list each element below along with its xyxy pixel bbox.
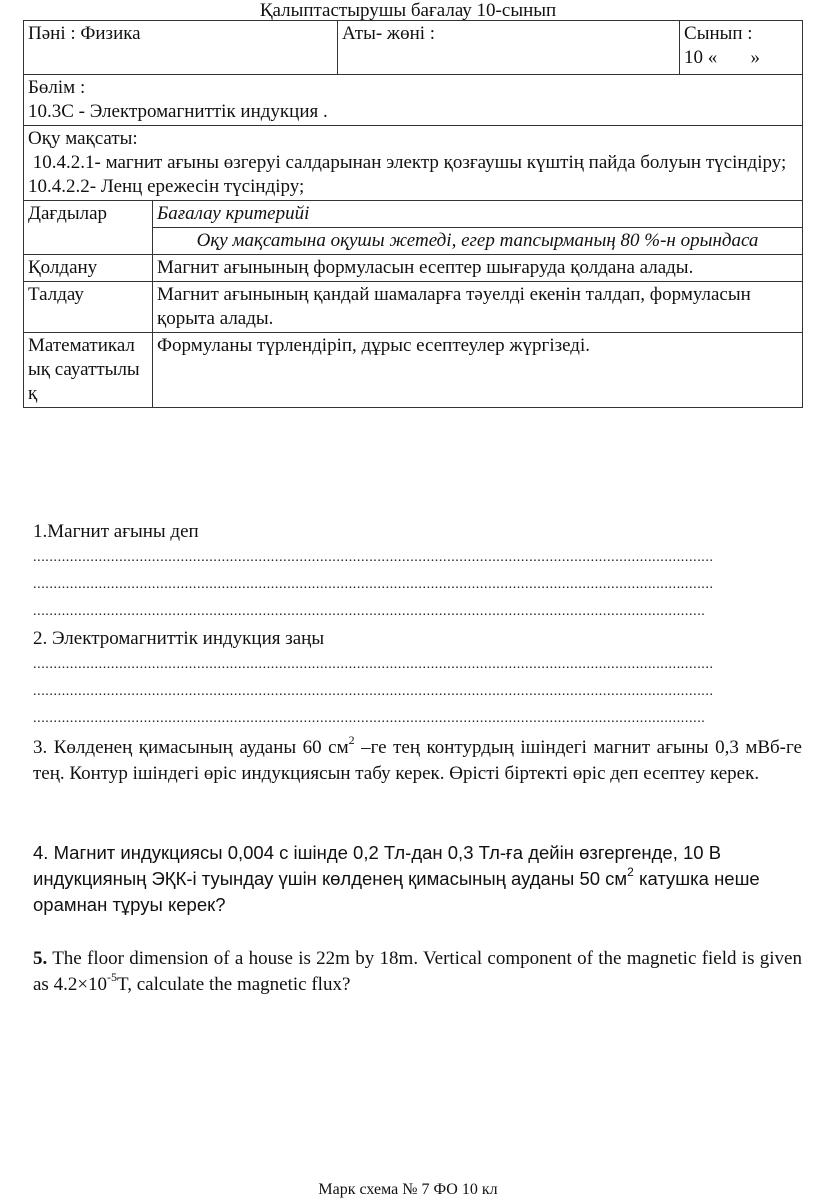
task-5-superscript: -5 — [107, 969, 118, 984]
subject-cell — [24, 21, 338, 75]
objective-item: 10.4.2.2- Ленц ережесін түсіндіру; — [28, 176, 305, 197]
task-5-number: 5. — [33, 948, 48, 969]
class-label: Сынып : — [684, 23, 753, 44]
objectives-cell — [24, 126, 803, 201]
task-3-superscript: 2 — [348, 732, 355, 747]
task-2 — [33, 627, 802, 732]
task-1 — [33, 520, 802, 625]
skills-header-label: Дағдылар — [28, 203, 108, 224]
assessment-table — [23, 20, 803, 408]
objective-item: 10.4.2.1- магнит ағыны өзгеруі салдарынан электр қозғаушы күштің пайда болуын түсіндіру; — [28, 152, 787, 173]
task-3-text: 3. Көлденең қимасының ауданы 60 см — [33, 737, 349, 758]
class-cell — [680, 21, 803, 75]
answer-line[interactable]: ...................................................................................................................................................................... — [33, 577, 714, 592]
skills-header — [24, 201, 153, 255]
task-5-text-rest: T, calculate the magnetic flux? — [117, 974, 351, 995]
task-3-text-rest: –ге тең контурдың ішіндегі магнит ағыны 0,3 мВб-ге тең. Контур ішіндегі өріс индукциясын табу керек. Өрісті біртекті өріс деп есептеу керек. — [33, 737, 802, 784]
task-4 — [33, 840, 802, 918]
skill-cell: Математикалық сауаттылық — [24, 333, 153, 408]
answer-line[interactable]: .................................................................................................................................................................... — [33, 604, 706, 619]
criterion-cell: Формуланы түрлендіріп, дұрыс есептеулер жүргізеді. — [153, 333, 803, 408]
class-value: 10 « » — [684, 47, 761, 68]
answer-line[interactable]: ...................................................................................................................................................................... — [33, 657, 714, 672]
section-cell — [24, 75, 803, 126]
task-4-superscript: 2 — [627, 864, 634, 879]
student-name-cell — [338, 21, 680, 75]
subject-label: Пәні : Физика — [28, 23, 141, 44]
criteria-header — [153, 201, 803, 228]
task-4-text-rest: катушка неше орамнан тұруы керек? — [33, 868, 760, 915]
answer-line[interactable]: ...................................................................................................................................................................... — [33, 550, 714, 565]
goal-note: Оқу мақсатына оқушы жетеді, егер тапсырманың 80 %-н орындаса — [153, 228, 803, 255]
section-value: 10.3С - Электромагниттік индукция . — [28, 101, 328, 122]
student-name-label: Аты- жөні : — [342, 23, 436, 44]
answer-line[interactable]: ...................................................................................................................................................................... — [33, 684, 714, 699]
criterion-cell: Магнит ағынының формуласын есептер шығаруда қолдана алады. — [153, 255, 803, 282]
skill-cell: Қолдану — [24, 255, 153, 282]
skill-cell: Талдау — [24, 282, 153, 333]
section-label: Бөлім : — [28, 77, 86, 98]
answer-line[interactable]: .................................................................................................................................................................... — [33, 711, 706, 726]
footer-text: Марк схема № 7 ФО 10 кл — [318, 1181, 498, 1198]
page-title: Қалыптастырушы бағалау 10-сынып — [259, 0, 557, 21]
task-5 — [33, 946, 802, 998]
task-2-text: 2. Электромагниттік индукция заңы — [33, 628, 325, 649]
task-4-text: 4. Магнит индукциясы 0,004 с ішінде 0,2 Тл-дан 0,3 Тл-ға дейін өзгергенде, 10 В индукцияның ЭҚК-і туындау үшін көлденең қимасының ауданы 50 см — [33, 842, 722, 889]
task-1-text: 1.Магнит ағыны деп — [33, 521, 199, 542]
task-3 — [33, 732, 802, 787]
criteria-header-label: Бағалау критерийі — [157, 203, 310, 224]
task-5-text: The floor dimension of a house is 22m by 18m. Vertical component of the magnetic field is given as 4.2×10 — [33, 948, 802, 995]
criterion-cell: Магнит ағынының қандай шамаларға тәуелді екенін талдап, формуласын қорыта алады. — [153, 282, 803, 333]
objectives-label: Оқу мақсаты: — [28, 128, 138, 149]
